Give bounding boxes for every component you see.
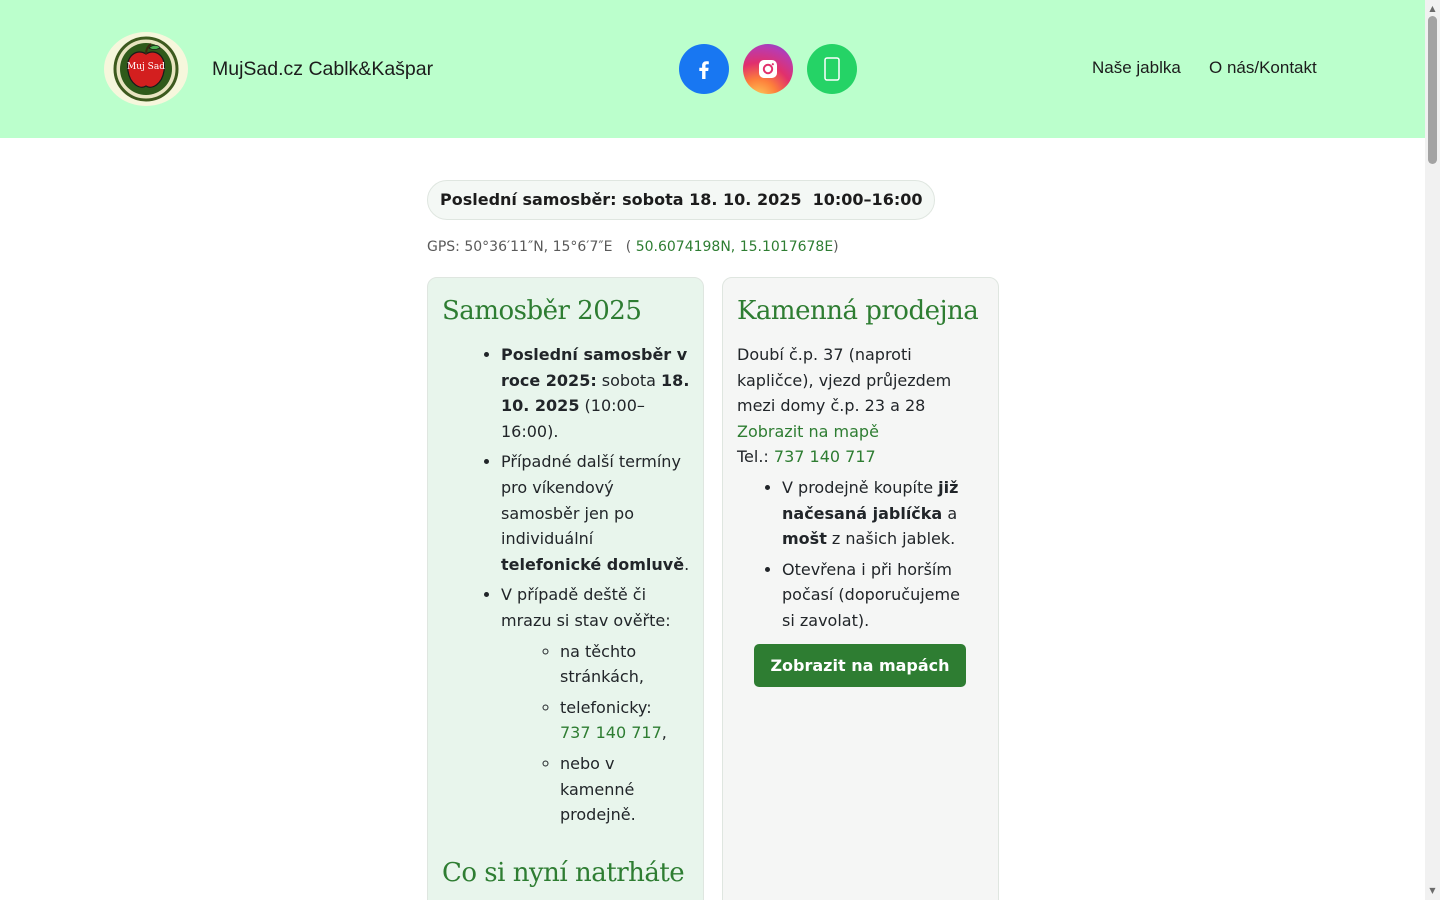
scrollbar-thumb[interactable] (1428, 16, 1437, 164)
site-header (0, 0, 1425, 138)
facebook-button[interactable] (679, 44, 729, 94)
logo[interactable] (104, 32, 188, 106)
phone-link[interactable]: 737 140 717 (773, 447, 876, 467)
list-item: ◦ na těchto stránkách, (560, 639, 680, 690)
scrollbar[interactable] (1425, 0, 1440, 900)
shop-info (737, 342, 987, 639)
what-to-pick-title: Co si nyní natrháte (442, 858, 685, 888)
whatsapp-button[interactable] (807, 44, 857, 94)
site-brand[interactable]: MujSad.cz Cablk&Kašpar (212, 58, 434, 80)
list-item: ◦ telefonicky: 737 140 717, (560, 695, 680, 746)
shop-title: Kamenná prodejna (737, 296, 979, 326)
phone-link[interactable]: 737 140 717 (560, 723, 662, 743)
harvest-list (501, 342, 696, 833)
list-item: ◦ nebo v kamenné prodejně. (560, 751, 680, 828)
instagram-button[interactable] (743, 44, 793, 94)
gps-coordinates (427, 238, 839, 256)
last-harvest-notice: Poslední samosběr: sobota 18. 10. 2025 10:00–16:00 (427, 180, 935, 220)
shop-card (722, 277, 999, 900)
whatsapp-icon (821, 56, 843, 82)
gps-link[interactable]: 50.6074198N, 15.1017678E (635, 239, 834, 255)
list-item: • Případné další termíny pro víkendový samosběr jen po individuální telefonické domluvě. (501, 449, 696, 577)
facebook-icon (692, 57, 716, 81)
shop-address: Doubí č.p. 37 (naproti kapličce), vjezd průjezdem mezi domy č.p. 23 a 28 (737, 345, 952, 416)
gps-close: ) (833, 239, 839, 255)
shop-phone: Tel.: 737 140 717 (737, 447, 876, 467)
list-item: • V případě deště či mrazu si stav ověřte: ◦ na těchto stránkách, ◦ telefonicky: 737 140 717, ◦ nebo v kamenné prodejně. (501, 582, 696, 827)
list-item: • Poslední samosběr v roce 2025: sobota 18. 10. 2025 (10:00–16:00). (501, 342, 696, 444)
gps-text: GPS: 50°36′11″N, 15°6′7″E ( (427, 239, 636, 255)
instagram-icon (757, 58, 779, 80)
scroll-up-arrow-icon[interactable]: ▲ (1429, 4, 1436, 13)
weather-check-list (560, 639, 680, 828)
map-link[interactable]: Zobrazit na mapě (737, 421, 879, 441)
shop-list (782, 475, 972, 634)
list-item: • V prodejně koupíte již načesaná jablíčka a mošt z našich jablek. (782, 475, 972, 552)
show-on-maps-button[interactable]: Zobrazit na mapách (754, 644, 966, 687)
svg-text:Muj Sad: Muj Sad (127, 62, 165, 72)
scroll-down-arrow-icon[interactable]: ▼ (1429, 886, 1436, 895)
nav-o-nas-kontakt[interactable]: O nás/Kontakt (1209, 58, 1317, 77)
nav-nase-jablka[interactable]: Naše jablka (1092, 58, 1181, 77)
harvest-title: Samosběr 2025 (442, 296, 642, 326)
apple-logo-icon (113, 36, 179, 102)
list-item: • Otevřena i při horším počasí (doporučujeme si zavolat). (782, 557, 972, 634)
harvest-card (427, 277, 704, 900)
